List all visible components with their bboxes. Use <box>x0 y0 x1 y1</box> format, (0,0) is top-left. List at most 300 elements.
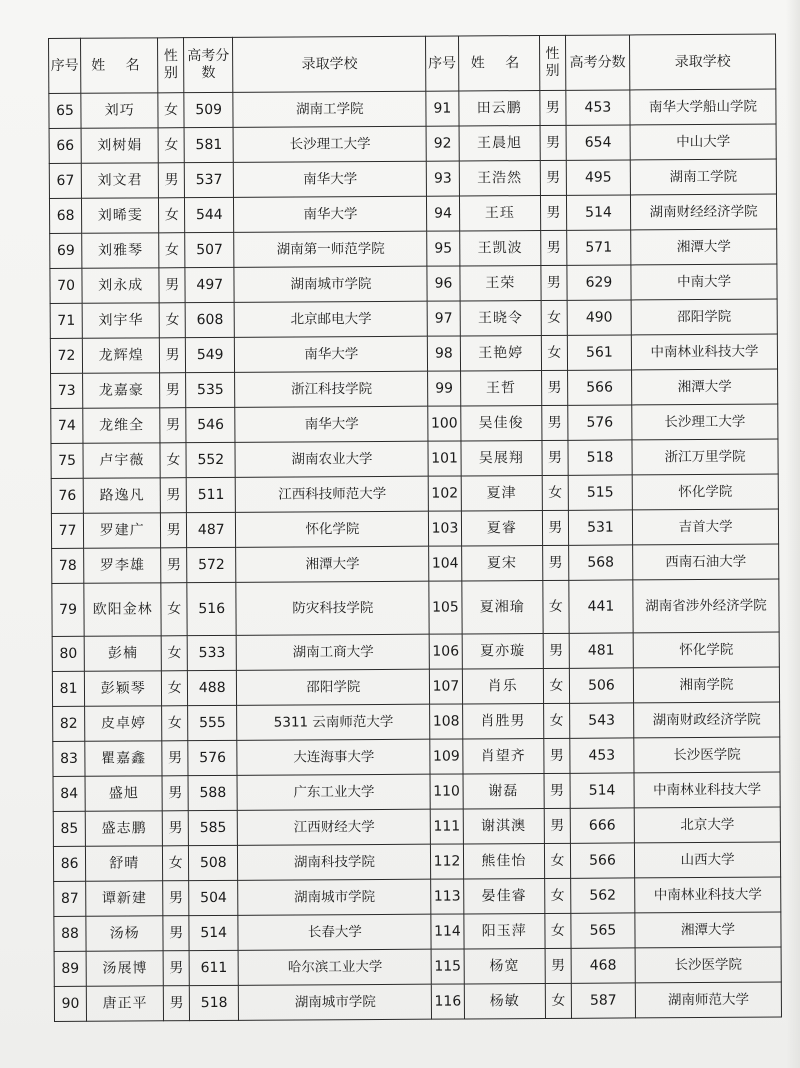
student-name: 汤杨 <box>86 916 163 951</box>
student-name: 吴展翔 <box>461 440 543 475</box>
admitted-school: 湖南工学院 <box>233 91 426 127</box>
student-name: 夏宋 <box>461 545 543 580</box>
table-row <box>52 667 779 706</box>
exam-score: 508 <box>189 845 239 880</box>
exam-score: 490 <box>567 300 632 335</box>
student-gender: 女 <box>158 93 184 128</box>
admitted-school: 长沙医学院 <box>634 737 780 773</box>
table-row <box>51 474 778 513</box>
admitted-school: 湖南城市学院 <box>238 879 431 915</box>
admitted-school: 南华大学 <box>234 196 427 232</box>
student-gender: 女 <box>160 443 186 478</box>
header-school: 录取学校 <box>233 36 426 92</box>
admitted-school: 浙江科技学院 <box>235 371 428 407</box>
student-name: 瞿嘉鑫 <box>85 741 162 776</box>
page-edge-shadow <box>786 0 800 1068</box>
exam-score: 555 <box>188 705 238 740</box>
exam-score: 506 <box>569 668 634 703</box>
student-number: 98 <box>428 336 460 371</box>
student-number: 69 <box>50 233 82 268</box>
student-name: 王晨旭 <box>459 125 541 160</box>
admitted-school: 江西财经大学 <box>238 809 431 845</box>
student-number: 79 <box>52 583 84 636</box>
student-number: 85 <box>53 811 85 846</box>
student-gender: 男 <box>159 268 185 303</box>
admitted-school: 湘潭大学 <box>236 546 429 582</box>
admitted-school: 怀化学院 <box>633 632 779 668</box>
exam-score: 544 <box>185 197 235 232</box>
student-name: 夏睿 <box>461 510 543 545</box>
student-gender: 男 <box>544 773 570 808</box>
student-name: 汤展博 <box>86 951 163 986</box>
exam-score: 488 <box>187 670 237 705</box>
exam-score: 516 <box>187 582 237 635</box>
student-name: 王晓令 <box>460 300 542 335</box>
student-number: 72 <box>50 338 82 373</box>
exam-score: 535 <box>186 372 236 407</box>
admitted-school: 中南林业科技大学 <box>634 772 780 808</box>
admitted-school: 南华大学 <box>235 336 428 372</box>
table-row <box>51 509 778 548</box>
header-name: 姓 名 <box>458 35 540 90</box>
admitted-school: 湖南财政经济学院 <box>634 702 780 738</box>
student-gender: 男 <box>544 738 570 773</box>
student-number: 111 <box>431 809 463 844</box>
student-number: 74 <box>51 408 83 443</box>
student-name: 夏津 <box>461 475 543 510</box>
table-row <box>49 194 776 233</box>
exam-score: 562 <box>570 878 635 913</box>
admitted-school: 湘潭大学 <box>635 912 781 948</box>
exam-score: 566 <box>570 843 635 878</box>
admitted-school: 怀化学院 <box>632 474 778 510</box>
student-gender: 女 <box>542 475 568 510</box>
header-gender: 性别 <box>540 35 566 90</box>
student-number: 71 <box>50 303 82 338</box>
exam-score: 546 <box>186 407 236 442</box>
admitted-school: 5311 云南师范大学 <box>237 704 430 740</box>
student-gender: 男 <box>161 548 187 583</box>
student-number: 112 <box>431 844 463 879</box>
student-number: 116 <box>432 984 464 1019</box>
student-number: 84 <box>53 776 85 811</box>
table-row <box>50 264 777 303</box>
student-gender: 男 <box>542 405 568 440</box>
student-number: 86 <box>53 846 85 881</box>
exam-score: 587 <box>571 983 636 1018</box>
student-name: 阳玉萍 <box>463 913 545 948</box>
student-name: 刘雅琴 <box>82 233 159 268</box>
student-gender: 女 <box>544 843 570 878</box>
student-name: 王浩然 <box>459 160 541 195</box>
header-score: 高考分数 <box>184 37 234 92</box>
header-row <box>49 34 776 93</box>
student-gender: 男 <box>160 408 186 443</box>
exam-score: 453 <box>570 738 635 773</box>
student-name: 刘巧 <box>81 93 158 128</box>
admitted-school: 湘南学院 <box>633 667 779 703</box>
student-gender: 女 <box>159 198 185 233</box>
exam-score: 481 <box>569 633 634 668</box>
student-gender: 女 <box>544 703 570 738</box>
exam-score: 511 <box>186 477 236 512</box>
admitted-school: 湖南第一师范学院 <box>234 231 427 267</box>
exam-score: 608 <box>185 302 235 337</box>
student-gender: 男 <box>540 160 566 195</box>
student-number: 114 <box>431 914 463 949</box>
student-name: 皮卓婷 <box>85 706 162 741</box>
admitted-school: 哈尔滨工业大学 <box>238 949 431 985</box>
student-gender: 男 <box>161 478 187 513</box>
student-gender: 男 <box>542 440 568 475</box>
student-number: 83 <box>53 741 85 776</box>
student-number: 108 <box>430 704 462 739</box>
table-row <box>54 982 781 1021</box>
admitted-school: 南华大学 <box>234 161 427 197</box>
student-number: 82 <box>53 706 85 741</box>
student-gender: 女 <box>545 983 571 1018</box>
table-row <box>53 702 780 741</box>
header-gender: 性别 <box>158 38 184 93</box>
student-number: 115 <box>431 949 463 984</box>
student-gender: 男 <box>161 513 187 548</box>
student-gender: 男 <box>160 373 186 408</box>
admitted-school: 南华大学船山学院 <box>630 89 776 125</box>
student-gender: 男 <box>540 90 566 125</box>
exam-score: 588 <box>188 775 238 810</box>
student-name: 杨宽 <box>464 948 546 983</box>
table-row <box>50 334 777 373</box>
table-body <box>49 89 782 1021</box>
exam-score: 514 <box>570 773 635 808</box>
student-name: 王珏 <box>459 195 541 230</box>
admitted-school: 西南石油大学 <box>633 544 779 580</box>
student-name: 刘晞雯 <box>82 198 159 233</box>
student-number: 78 <box>52 548 84 583</box>
admitted-school: 邵阳学院 <box>237 669 430 705</box>
exam-score: 507 <box>185 232 235 267</box>
student-gender: 男 <box>541 230 567 265</box>
student-name: 龙辉煌 <box>82 338 159 373</box>
student-number: 94 <box>427 196 459 231</box>
admitted-school: 中山大学 <box>630 124 776 160</box>
student-name: 王凯波 <box>459 230 541 265</box>
student-number: 97 <box>428 301 460 336</box>
student-gender: 男 <box>164 986 190 1021</box>
header-no: 序号 <box>49 38 81 93</box>
table-row <box>54 877 781 916</box>
student-gender: 女 <box>159 303 185 338</box>
exam-score: 576 <box>188 740 238 775</box>
student-name: 杨敏 <box>464 983 546 1018</box>
student-number: 105 <box>429 581 461 634</box>
admission-table <box>48 34 782 1022</box>
exam-score: 533 <box>187 635 237 670</box>
admitted-school: 江西科技师范大学 <box>236 476 429 512</box>
exam-score: 549 <box>185 337 235 372</box>
exam-score: 629 <box>567 265 632 300</box>
admitted-school: 长春大学 <box>238 914 431 950</box>
student-gender: 女 <box>161 583 187 636</box>
admitted-school: 山西大学 <box>635 842 781 878</box>
student-gender: 男 <box>162 741 188 776</box>
table-row <box>51 439 778 478</box>
student-name: 刘永成 <box>82 268 159 303</box>
student-name: 唐正平 <box>86 986 163 1021</box>
student-gender: 男 <box>545 948 571 983</box>
header-score: 高考分数 <box>565 35 630 90</box>
exam-score: 576 <box>568 405 633 440</box>
student-number: 81 <box>52 671 84 706</box>
student-number: 96 <box>427 266 459 301</box>
student-name: 刘文君 <box>81 163 158 198</box>
student-name: 盛志鹏 <box>85 811 162 846</box>
student-number: 65 <box>49 93 81 128</box>
admitted-school: 长沙理工大学 <box>632 404 778 440</box>
admitted-school: 湖南工商大学 <box>237 634 430 670</box>
admitted-school: 邵阳学院 <box>631 299 777 335</box>
exam-score: 518 <box>189 985 239 1020</box>
student-gender: 男 <box>544 808 570 843</box>
exam-score: 514 <box>189 915 239 950</box>
exam-score: 666 <box>570 808 635 843</box>
student-number: 100 <box>428 406 460 441</box>
table-row <box>53 842 780 881</box>
student-gender: 男 <box>541 195 567 230</box>
student-name: 盛旭 <box>85 776 162 811</box>
student-number: 110 <box>430 774 462 809</box>
exam-score: 566 <box>567 370 632 405</box>
student-number: 77 <box>51 513 83 548</box>
header-name: 姓 名 <box>81 38 159 93</box>
admitted-school: 北京邮电大学 <box>235 301 428 337</box>
student-gender: 女 <box>159 233 185 268</box>
table-row <box>53 737 780 776</box>
student-number: 89 <box>54 951 86 986</box>
admitted-school: 湖南师范大学 <box>635 982 781 1018</box>
admitted-school: 吉首大学 <box>633 509 779 545</box>
student-name: 龙嘉豪 <box>83 373 160 408</box>
student-number: 88 <box>54 916 86 951</box>
table-row <box>51 404 778 443</box>
exam-score: 585 <box>188 810 238 845</box>
student-number: 113 <box>431 879 463 914</box>
student-name: 熊佳怡 <box>463 843 545 878</box>
student-gender: 女 <box>545 913 571 948</box>
exam-score: 552 <box>186 442 236 477</box>
student-gender: 女 <box>545 878 571 913</box>
student-name: 谭新建 <box>86 881 163 916</box>
exam-score: 504 <box>189 880 239 915</box>
student-number: 92 <box>426 126 458 161</box>
student-number: 91 <box>426 91 458 126</box>
student-name: 刘树娟 <box>81 128 158 163</box>
admitted-school: 湖南城市学院 <box>239 984 432 1020</box>
student-number: 109 <box>430 739 462 774</box>
student-gender: 男 <box>543 545 569 580</box>
header-school: 录取学校 <box>630 34 776 90</box>
student-gender: 女 <box>162 636 188 671</box>
admitted-school: 湖南城市学院 <box>234 266 427 302</box>
table-row <box>49 89 776 128</box>
admitted-school: 北京大学 <box>634 807 780 843</box>
student-gender: 男 <box>542 370 568 405</box>
student-number: 102 <box>429 476 461 511</box>
student-gender: 男 <box>163 811 189 846</box>
admitted-school: 南华大学 <box>235 406 428 442</box>
admitted-school: 中南大学 <box>631 264 777 300</box>
student-number: 104 <box>429 546 461 581</box>
student-number: 95 <box>427 231 459 266</box>
student-number: 103 <box>429 511 461 546</box>
student-number: 99 <box>428 371 460 406</box>
student-name: 龙维全 <box>83 408 160 443</box>
student-number: 73 <box>51 373 83 408</box>
student-name: 夏湘瑜 <box>461 580 543 633</box>
table-row <box>53 807 780 846</box>
student-name: 王荣 <box>459 265 541 300</box>
table-row <box>51 369 778 408</box>
admitted-school: 怀化学院 <box>236 511 429 547</box>
exam-score: 543 <box>569 703 634 738</box>
student-gender: 男 <box>540 125 566 160</box>
student-number: 67 <box>49 163 81 198</box>
admitted-school: 湖南财经经济学院 <box>631 194 777 230</box>
exam-score: 453 <box>566 90 631 125</box>
exam-score: 495 <box>566 160 631 195</box>
admitted-school: 浙江万里学院 <box>632 439 778 475</box>
student-name: 肖望齐 <box>462 738 544 773</box>
student-number: 68 <box>49 198 81 233</box>
student-name: 彭楠 <box>84 636 161 671</box>
admitted-school: 湘潭大学 <box>632 369 778 405</box>
student-gender: 男 <box>159 163 185 198</box>
student-gender: 女 <box>158 128 184 163</box>
table-row <box>53 772 780 811</box>
student-gender: 女 <box>543 668 569 703</box>
exam-score: 497 <box>185 267 235 302</box>
student-gender: 女 <box>543 580 569 633</box>
header-no: 序号 <box>426 36 458 91</box>
student-name: 路逸凡 <box>83 478 160 513</box>
student-gender: 女 <box>163 846 189 881</box>
student-gender: 男 <box>541 265 567 300</box>
exam-score: 468 <box>571 948 636 983</box>
exam-score: 515 <box>568 475 633 510</box>
student-number: 70 <box>50 268 82 303</box>
student-number: 101 <box>428 441 460 476</box>
exam-score: 537 <box>184 162 234 197</box>
exam-score: 561 <box>567 335 632 370</box>
student-name: 罗李雄 <box>84 548 161 583</box>
exam-score: 568 <box>568 545 633 580</box>
student-name: 卢宇薇 <box>83 443 160 478</box>
admitted-school: 湖南农业大学 <box>235 441 428 477</box>
admitted-school: 湖南省涉外经济学院 <box>633 579 779 633</box>
admitted-school: 广东工业大学 <box>237 774 430 810</box>
exam-score: 611 <box>189 950 239 985</box>
student-name: 吴佳俊 <box>460 405 542 440</box>
admitted-school: 湘潭大学 <box>631 229 777 265</box>
student-gender: 男 <box>162 776 188 811</box>
student-number: 76 <box>51 478 83 513</box>
student-name: 肖乐 <box>462 668 544 703</box>
table-row <box>50 299 777 338</box>
table-row <box>49 124 776 163</box>
student-gender: 女 <box>541 335 567 370</box>
table-row <box>52 544 779 583</box>
admitted-school: 长沙理工大学 <box>233 126 426 162</box>
admitted-school: 长沙医学院 <box>635 947 781 983</box>
student-gender: 男 <box>163 881 189 916</box>
student-name: 罗建广 <box>84 513 161 548</box>
student-name: 刘宇华 <box>82 303 159 338</box>
exam-score: 572 <box>187 547 237 582</box>
student-number: 106 <box>430 634 462 669</box>
student-number: 66 <box>49 128 81 163</box>
student-name: 夏亦璇 <box>462 633 544 668</box>
admitted-school: 防灾科技学院 <box>236 581 429 635</box>
student-name: 田云鹏 <box>458 90 540 125</box>
table-row <box>54 947 781 986</box>
admitted-school: 中南林业科技大学 <box>635 877 781 913</box>
student-gender: 男 <box>160 338 186 373</box>
table-row <box>54 912 781 951</box>
student-gender: 女 <box>162 671 188 706</box>
exam-score: 565 <box>571 913 636 948</box>
exam-score: 654 <box>566 125 631 160</box>
student-gender: 女 <box>162 706 188 741</box>
student-name: 欧阳金林 <box>84 583 162 636</box>
admitted-school: 湖南工学院 <box>630 159 776 195</box>
exam-score: 441 <box>569 580 634 633</box>
exam-score: 487 <box>186 512 236 547</box>
student-gender: 男 <box>542 510 568 545</box>
student-name: 肖胜男 <box>462 703 544 738</box>
student-gender: 男 <box>163 951 189 986</box>
student-name: 谢淇澳 <box>463 808 545 843</box>
student-number: 107 <box>430 669 462 704</box>
student-number: 87 <box>54 881 86 916</box>
student-name: 谢磊 <box>463 773 545 808</box>
table-row <box>50 229 777 268</box>
exam-score: 514 <box>566 195 631 230</box>
exam-score: 581 <box>184 127 234 162</box>
exam-score: 509 <box>184 92 234 127</box>
admitted-school: 中南林业科技大学 <box>631 334 777 370</box>
student-number: 93 <box>427 161 459 196</box>
table-row <box>49 159 776 198</box>
student-gender: 男 <box>543 633 569 668</box>
student-name: 王艳婷 <box>460 335 542 370</box>
student-name: 彭颖琴 <box>85 671 162 706</box>
student-name: 晏佳睿 <box>463 878 545 913</box>
exam-score: 531 <box>568 510 633 545</box>
student-gender: 男 <box>163 916 189 951</box>
student-number: 75 <box>51 443 83 478</box>
student-name: 王哲 <box>460 370 542 405</box>
student-name: 舒晴 <box>86 846 163 881</box>
student-number: 80 <box>52 636 84 671</box>
table-row <box>52 632 779 671</box>
exam-score: 518 <box>568 440 633 475</box>
student-gender: 女 <box>541 300 567 335</box>
table-row <box>52 579 779 636</box>
exam-score: 571 <box>566 230 631 265</box>
admitted-school: 湖南科技学院 <box>238 844 431 880</box>
admitted-school: 大连海事大学 <box>237 739 430 775</box>
student-number: 90 <box>54 986 86 1021</box>
